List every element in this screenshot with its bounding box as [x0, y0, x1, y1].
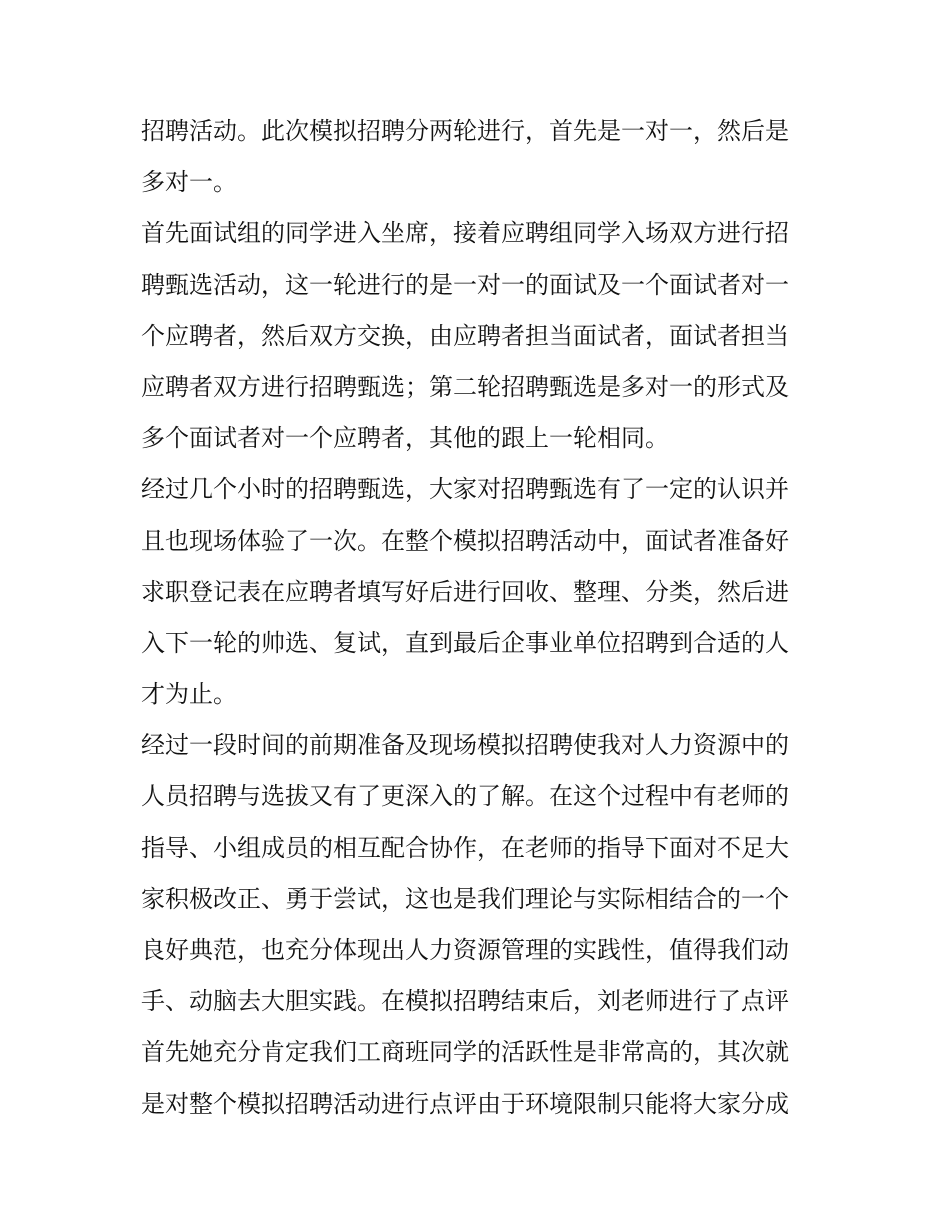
text-line: 入下一轮的帅选、复试，直到最后企事业单位招聘到合适的人	[141, 628, 789, 657]
text-line: 经过几个小时的招聘甄选，大家对招聘甄选有了一定的认识并	[141, 475, 789, 504]
body-text	[141, 106, 813, 1130]
text-line: 首先面试组的同学进入坐席，接着应聘组同学入场双方进行招	[141, 219, 789, 248]
text-line: 手、动脑去大胆实践。在模拟招聘结束后，刘老师进行了点评	[141, 987, 789, 1016]
text-line: 聘甄选活动，这一轮进行的是一对一的面试及一个面试者对一	[141, 270, 789, 299]
text-line: 招聘活动。此次模拟招聘分两轮进行，首先是一对一，然后是	[141, 117, 789, 145]
text-line: 家积极改正、勇于尝试，这也是我们理论与实际相结合的一个	[141, 884, 789, 913]
text-line: 良好典范，也充分体现出人力资源管理的实践性，值得我们动	[141, 936, 789, 964]
text-line: 是对整个模拟招聘活动进行点评由于环境限制只能将大家分成	[141, 1089, 789, 1118]
text-line: 人员招聘与选拔又有了更深入的了解。在这个过程中有老师的	[141, 782, 789, 811]
text-line: 经过一段时间的前期准备及现场模拟招聘使我对人力资源中的	[141, 731, 789, 760]
text-line: 且也现场体验了一次。在整个模拟招聘活动中，面试者准备好	[141, 526, 789, 555]
text-line: 个应聘者，然后双方交换，由应聘者担当面试者，面试者担当	[141, 321, 789, 350]
text-line: 多个面试者对一个应聘者，其他的跟上一轮相同。	[141, 424, 669, 453]
text-line: 才为止。	[141, 680, 237, 709]
text-line: 指导、小组成员的相互配合协作，在老师的指导下面对不足大	[141, 833, 789, 862]
text-line: 求职登记表在应聘者填写好后进行回收、整理、分类，然后进	[141, 577, 789, 606]
text-line: 多对一。	[141, 168, 237, 197]
text-line: 首先她充分肯定我们工商班同学的活跃性是非常高的，其次就	[141, 1038, 789, 1067]
text-line: 应聘者双方进行招聘甄选；第二轮招聘甄选是多对一的形式及	[141, 372, 789, 401]
